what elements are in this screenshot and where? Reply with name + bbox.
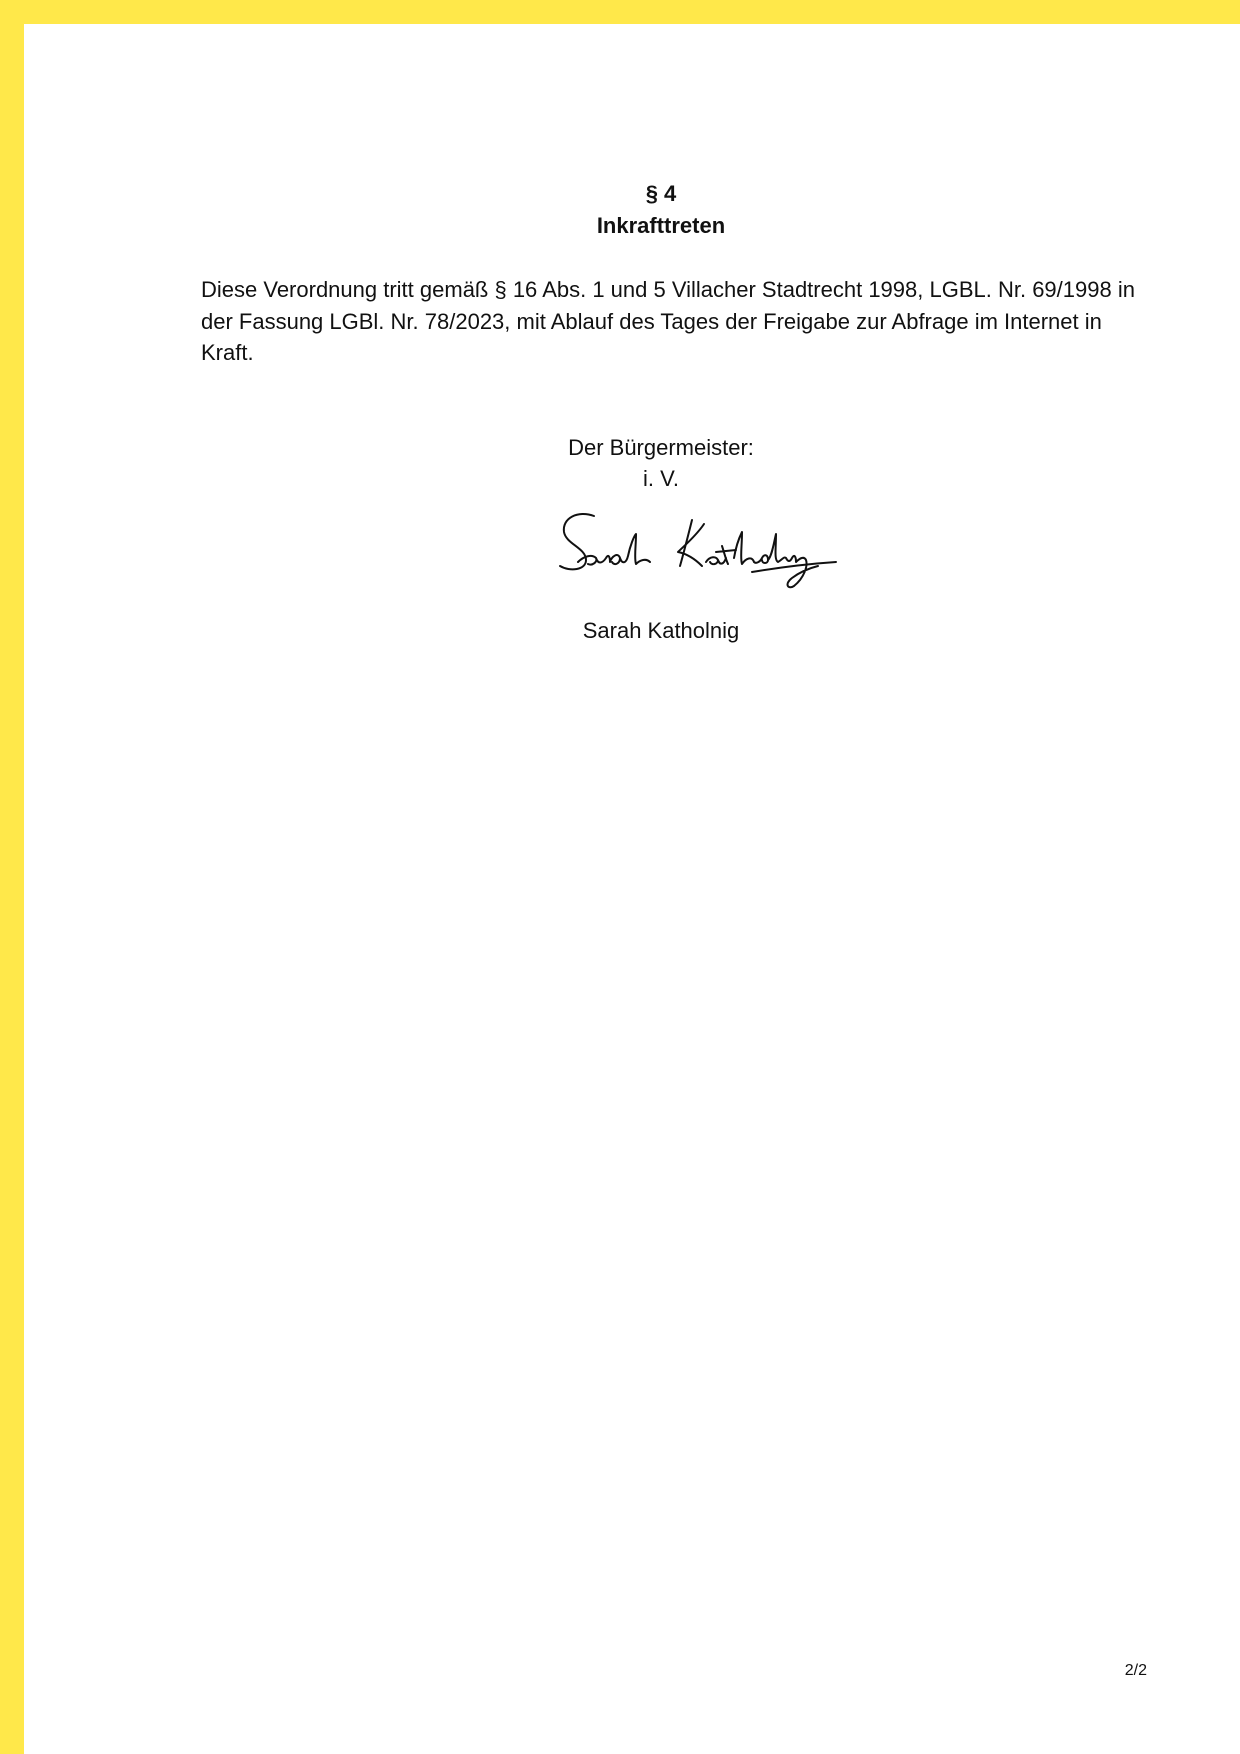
document-page	[24, 24, 1240, 1754]
body-paragraph: Diese Verordnung tritt gemäß § 16 Abs. 1 und 5 Villacher Stadtrecht 1998, LGBL. Nr. 69/1998 in der Fassung LGBl. Nr. 78/2023, mit Ablauf des Tages der Freigabe zur Abfrage im Internet in Kraft.	[201, 277, 1135, 365]
signatory-deputy: i. V.	[643, 466, 679, 491]
signatory-role: Der Bürgermeister:	[568, 435, 754, 460]
section-title: Inkrafttreten	[596, 213, 726, 238]
section-number: § 4	[645, 181, 677, 206]
handwritten-signature	[556, 506, 838, 598]
signatory-name: Sarah Katholnig	[582, 618, 740, 643]
page-number: 2/2	[1124, 1662, 1147, 1679]
